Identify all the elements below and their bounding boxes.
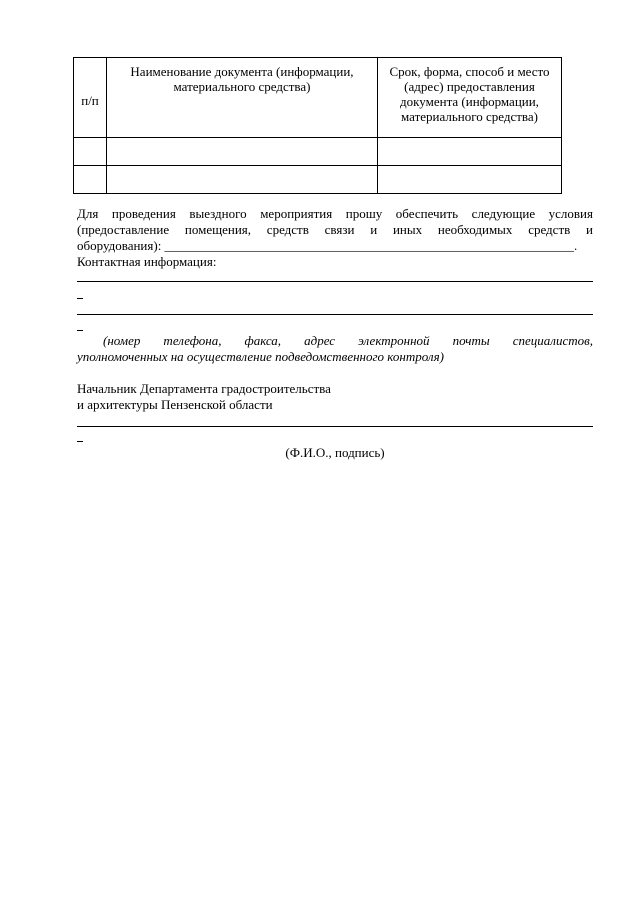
signature-fill-line <box>77 426 593 427</box>
conditions-line-1: Для проведения выездного мероприятия прошу обеспечить следующие условия <box>77 206 593 221</box>
contact-fill-line-1 <box>77 281 593 282</box>
signer-position-line-1: Начальник Департамента градостроительства <box>77 381 331 396</box>
header-document-name: Наименование документа (информации, материального средства) <box>107 58 378 138</box>
contact-label: Контактная информация: <box>77 254 217 269</box>
signature-fill-dash <box>77 441 83 442</box>
signer-position-line-2: и архитектуры Пензенской области <box>77 397 273 412</box>
table-cell <box>74 138 107 166</box>
conditions-line-2: (предоставление помещения, средств связи и иных необходимых средств и <box>77 222 593 237</box>
contact-fill-dash-1 <box>77 298 83 299</box>
table-row <box>74 166 562 194</box>
contact-hint-line-1: (номер телефона, факса, адрес электронной почты специалистов, <box>103 333 593 348</box>
contact-hint-line-2: уполномоченных на осуществление подведомственного контроля) <box>77 349 444 364</box>
contact-fill-line-2 <box>77 314 593 315</box>
table-cell <box>378 166 562 194</box>
header-deadline-place: Срок, форма, способ и место (адрес) предоставления документа (информации, материального средства) <box>378 58 562 138</box>
documents-table <box>73 57 562 194</box>
table-cell <box>378 138 562 166</box>
table-cell <box>107 166 378 194</box>
table-row <box>74 138 562 166</box>
table-cell <box>107 138 378 166</box>
table-cell <box>74 166 107 194</box>
signature-caption: (Ф.И.О., подпись) <box>285 445 385 460</box>
header-number: п/п <box>74 58 107 138</box>
contact-fill-dash-2 <box>77 330 83 331</box>
conditions-line-3: оборудования): _______________________________________________________________. <box>77 238 578 253</box>
table-header-row <box>74 58 562 138</box>
